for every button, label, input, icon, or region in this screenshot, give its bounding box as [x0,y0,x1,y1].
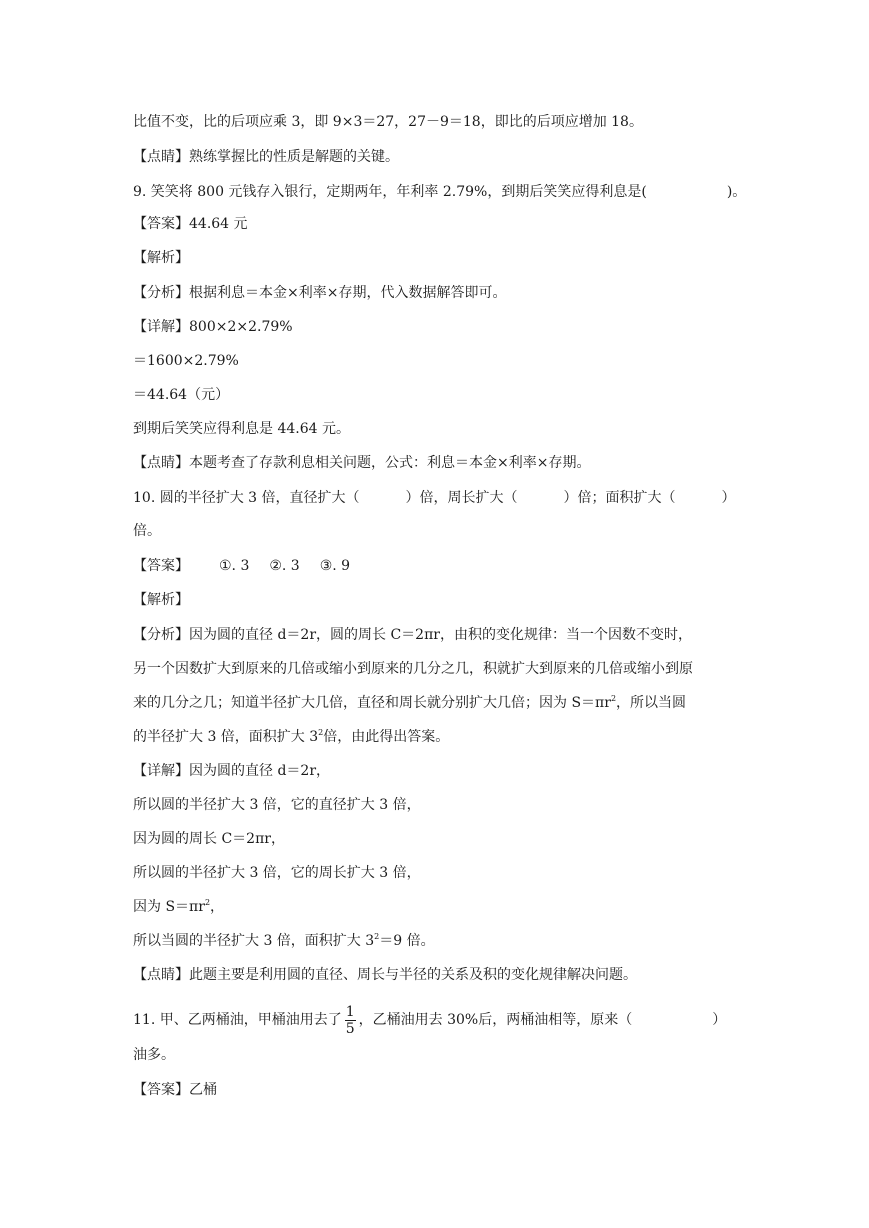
q10-step-part: 所以当圆的半径扩大 3 倍，面积扩大 3 [133,933,375,949]
q10-fenxi-part: 来的几分之几；知道半径扩大几倍，直径和周长就分别扩大几倍；因为 S＝πr [133,695,611,711]
answer-3: ③. 9 [319,558,351,574]
fraction-numerator: 1 [345,1003,355,1020]
q10-step: 因为圆的周长 C＝2πr， [133,831,285,847]
q10-fenxi [133,693,749,715]
question-10-cont: 倍。 [133,523,161,539]
q10-part: ）倍；面积扩大（ [563,490,676,506]
q10-answer [133,556,749,576]
fraction-denominator: 5 [345,1020,355,1037]
q10-step [133,931,749,953]
q11-answer: 【答案】乙桶 [133,1082,217,1098]
q10-jiexi: 【解析】 [133,592,189,608]
q9-conclusion: 到期后笑笑应得利息是 44.64 元。 [133,421,350,437]
dianjing-line: 【点睛】熟练掌握比的性质是解题的关键。 [133,149,399,165]
q9-jiexi: 【解析】 [133,250,189,266]
question-11 [133,1003,749,1037]
question-10 [133,488,749,508]
q10-part: 10. 圆的半径扩大 3 倍，直径扩大（ [133,490,360,506]
q10-fenxi-part: 倍，由此得出答案。 [323,729,450,745]
q9-xiangjie: 【详解】800×2×2.79% [133,319,293,335]
question-9-close: )。 [726,184,747,200]
q10-step-part: ， [210,899,225,915]
q11-part: ，乙桶油用去 30%后，两桶油相等，原来（ [358,1012,633,1028]
q10-dianjing: 【点睛】此题主要是利用圆的直径、周长与半径的关系及积的变化规律解决问题。 [133,967,637,983]
q10-fenxi [133,727,749,749]
text-line: 比值不变，比的后项应乘 3，即 9×3＝27，27－9＝18，即比的后项应增加 18。 [133,114,643,130]
superscript: 2 [318,728,324,737]
answer-label: 【答案】 [133,558,189,574]
question-9-text: 9. 笑笑将 800 元钱存入银行，定期两年，年利率 2.79%，到期后笑笑应得利息是( [133,184,647,200]
q10-fenxi: 另一个因数扩大到原来的几倍或缩小到原来的几分之几，积就扩大到原来的几倍或缩小到原 [133,661,693,677]
q10-step [133,897,749,919]
q10-step-part: ＝9 倍。 [379,933,435,949]
q10-part: ） [721,490,736,506]
q11-part: 11. 甲、乙两桶油，甲桶油用去了 [133,1012,342,1028]
fraction [345,1004,356,1037]
q9-step: ＝44.64（元） [133,387,230,403]
q11-part: ） [712,1012,727,1028]
q9-step: ＝1600×2.79% [133,353,239,369]
q10-fenxi-part: ，所以当圆 [616,695,687,711]
question-11-cont: 油多。 [133,1047,175,1063]
superscript: 2 [204,898,211,907]
q10-xiangjie: 【详解】因为圆的直径 d＝2r， [133,763,331,779]
question-9 [133,182,749,202]
superscript: 2 [374,932,380,941]
q10-fenxi: 【分析】因为圆的直径 d＝2r，圆的周长 C＝2πr，由积的变化规律：当一个因数不变时， [133,627,692,643]
q10-step: 所以圆的半径扩大 3 倍，它的周长扩大 3 倍， [133,865,421,881]
answer-1: ①. 3 [219,558,250,574]
q9-answer: 【答案】44.64 元 [133,216,248,232]
q10-part: ）倍，周长扩大（ [405,490,518,506]
q9-dianjing: 【点睛】本题考查了存款利息相关问题，公式：利息＝本金×利率×存期。 [133,455,591,471]
superscript: 2 [610,694,617,703]
q10-step-part: 因为 S＝πr [133,899,205,915]
q10-fenxi-part: 的半径扩大 3 倍，面积扩大 3 [133,729,319,745]
q10-step: 所以圆的半径扩大 3 倍，它的直径扩大 3 倍， [133,797,421,813]
q9-fenxi: 【分析】根据利息＝本金×利率×存期，代入数据解答即可。 [133,285,507,301]
answer-2: ②. 3 [269,558,300,574]
